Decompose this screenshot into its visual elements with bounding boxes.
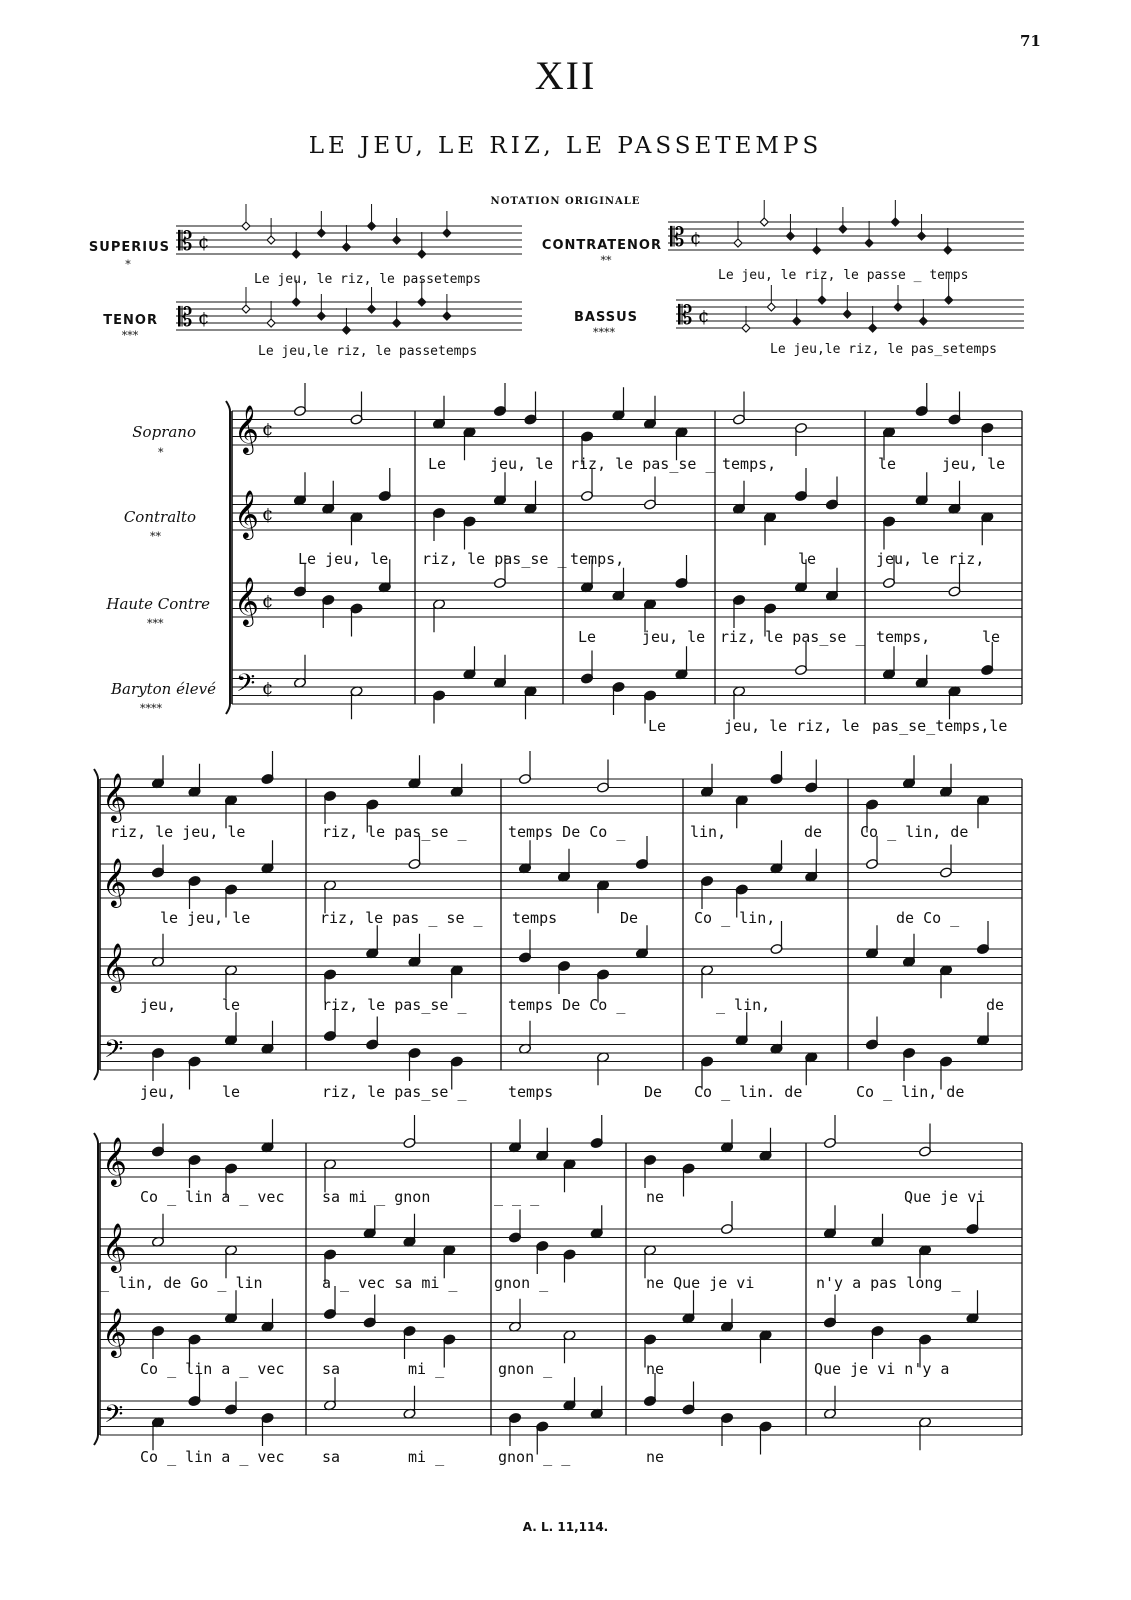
lyric: jeu, le riz,: [876, 550, 985, 568]
mensural-note: [945, 296, 953, 304]
time-signature-icon: ¢: [198, 232, 210, 253]
treble-clef-icon: 𝄞: [102, 1136, 127, 1185]
lyric: lin,: [690, 823, 727, 841]
mensural-note: [839, 225, 847, 233]
system-bracket: [94, 1133, 98, 1445]
mensural-note: [418, 250, 426, 258]
c-clef-icon: 𝄡: [178, 227, 193, 257]
lyric: riz, le pas_se _: [322, 823, 467, 841]
page-number: 71: [1020, 32, 1041, 50]
lyric: le: [878, 455, 897, 473]
lyric: ne Que je vi: [646, 1274, 755, 1292]
mensural-note: [342, 243, 350, 251]
lyric: ne: [646, 1448, 665, 1466]
mensural-note: [292, 298, 300, 306]
system-bracket: [226, 401, 230, 714]
system-bracket: [94, 769, 98, 1080]
lyric: riz, le pas_se _: [322, 1083, 467, 1101]
treble-clef-icon: 𝄞: [234, 404, 259, 453]
lyric: de Co _: [896, 909, 960, 927]
lyric: De: [644, 1083, 663, 1101]
lyric: le: [222, 996, 241, 1014]
time-signature-icon: ¢: [262, 419, 274, 440]
incipit-lyric-superius: Le jeu, le riz, le passetemps: [254, 272, 481, 287]
bass-clef-icon: 𝄢: [236, 669, 256, 704]
time-signature-icon: ¢: [198, 308, 210, 329]
mensural-note: [813, 246, 821, 254]
lyric: Le jeu, le: [298, 550, 389, 568]
lyric: a _ vec sa mi _: [322, 1274, 458, 1292]
lyric: de: [804, 823, 823, 841]
mensural-note: [317, 312, 325, 320]
lyric: jeu, le: [942, 455, 1006, 473]
mensural-note: [742, 324, 750, 332]
catalog-number: A. L. 11,114.: [522, 1520, 609, 1534]
treble-clef-icon: 𝄞: [102, 1222, 127, 1271]
mensural-note: [242, 222, 250, 230]
piece-title: LE JEU, LE RIZ, LE PASSETEMPS: [308, 133, 823, 159]
incipit-label-bassus: BASSUS: [573, 310, 638, 325]
mensural-note: [267, 236, 275, 244]
lyric: sa mi _ gnon: [322, 1188, 431, 1206]
mensural-note: [368, 222, 376, 230]
lyric: riz, le pas _ se _: [320, 909, 483, 927]
notation-heading: NOTATION ORIGINALE: [490, 196, 641, 207]
lyric: Co _ lin a _ vec: [140, 1188, 285, 1206]
lyric: Le: [428, 455, 447, 473]
lyric: Que je vi: [904, 1188, 986, 1206]
mensural-note: [342, 326, 350, 334]
lyric: Co _ lin. de: [694, 1083, 803, 1101]
c-clef-icon: 𝄡: [178, 303, 193, 333]
mensural-note: [443, 312, 451, 320]
lyric: riz, le jeu, le: [110, 823, 246, 841]
lyric: De: [620, 909, 639, 927]
mensural-note: [760, 218, 768, 226]
bass-clef-icon: 𝄢: [104, 1400, 124, 1435]
mensural-note: [919, 317, 927, 325]
lyric: temps,: [722, 455, 777, 473]
mensural-note: [894, 303, 902, 311]
piece-number: XII: [534, 53, 597, 98]
incipit-stars-tenor: ***: [121, 329, 139, 342]
lyric: Le: [648, 717, 667, 735]
lyric: Le: [578, 628, 597, 646]
lyric: temps,: [570, 550, 625, 568]
voice-stars-contralto: **: [150, 530, 161, 543]
mensural-note: [368, 305, 376, 313]
lyric: de: [986, 996, 1005, 1014]
lyric: _ _ _: [494, 1188, 540, 1206]
mensural-note: [734, 239, 742, 247]
lyric: gnon _ _: [498, 1448, 571, 1466]
treble-clef-icon: 𝄞: [102, 857, 127, 906]
lyric: le: [982, 628, 1001, 646]
incipit-lyric-contratenor: Le jeu, le riz, le passe _ temps: [718, 268, 969, 283]
lyric: mi _: [408, 1360, 445, 1378]
mensural-note: [843, 310, 851, 318]
incipit-label-tenor: TENOR: [103, 313, 158, 328]
lyric: gnon _: [494, 1274, 549, 1292]
c-clef-icon: 𝄡: [670, 223, 685, 253]
treble-clef-icon: 𝄞: [234, 489, 259, 538]
lyric: jeu, le: [642, 628, 706, 646]
mensural-note: [786, 232, 794, 240]
lyric: le: [222, 1083, 241, 1101]
lyric: Que je vi n'y a: [814, 1360, 950, 1378]
incipit-label-contratenor: CONTRATENOR: [541, 238, 662, 253]
c-clef-icon: 𝄡: [678, 301, 693, 331]
time-signature-icon: ¢: [690, 228, 702, 249]
mensural-note: [918, 232, 926, 240]
lyric: temps,: [876, 628, 931, 646]
mensural-note: [793, 317, 801, 325]
mensural-note: [443, 229, 451, 237]
lyric: pas_se_temps,le: [872, 717, 1008, 735]
incipit-label-superius: SUPERIUS: [88, 240, 170, 255]
mensural-note: [418, 298, 426, 306]
treble-clef-icon: 𝄞: [102, 1307, 127, 1356]
lyric: riz, le pas_se _: [570, 455, 715, 473]
lyric: _ lin, de Go _ lin: [100, 1274, 263, 1292]
treble-clef-icon: 𝄞: [102, 942, 127, 991]
lyric: riz, le pas_se _: [422, 550, 567, 568]
lyric: Co _ lin, de: [860, 823, 969, 841]
lyric: ne: [646, 1360, 665, 1378]
treble-clef-icon: 𝄞: [102, 772, 127, 821]
voice-label-haute-contre: Haute Contre: [106, 595, 210, 613]
mensural-note: [393, 236, 401, 244]
mensural-note: [891, 218, 899, 226]
lyric: jeu, le: [490, 455, 554, 473]
time-signature-icon: ¢: [698, 306, 710, 327]
lyric: temps De Co _: [508, 996, 626, 1014]
incipit-lyric-bassus: Le jeu,le riz, le pas_setemps: [770, 342, 997, 357]
time-signature-icon: ¢: [262, 678, 274, 699]
mensural-note: [944, 246, 952, 254]
lyric: jeu,: [140, 996, 177, 1014]
mensural-note: [869, 324, 877, 332]
lyric: le jeu, le: [160, 909, 251, 927]
time-signature-icon: ¢: [262, 504, 274, 525]
lyric: temps: [512, 909, 558, 927]
incipit-lyric-tenor: Le jeu,le riz, le passetemps: [258, 344, 478, 359]
lyric: gnon _: [498, 1360, 553, 1378]
incipit-stars-bassus: ****: [593, 326, 615, 339]
lyric: jeu,: [140, 1083, 177, 1101]
voice-stars-baryton: ****: [140, 702, 162, 715]
voice-label-contralto: Contralto: [123, 508, 196, 526]
mensural-note: [292, 250, 300, 258]
lyric: riz, le pas_se _: [322, 996, 467, 1014]
voice-stars-soprano: *: [158, 446, 164, 459]
lyric: _ lin,: [716, 996, 771, 1014]
voice-label-baryton: Baryton élevé: [111, 680, 216, 698]
mensural-note: [393, 319, 401, 327]
lyric: sa: [322, 1360, 341, 1378]
voice-stars-haute-contre: ***: [147, 617, 164, 630]
incipit-stars-superius: *: [125, 258, 131, 271]
lyric: temps De Co _: [508, 823, 626, 841]
lyric: jeu, le riz, le: [724, 717, 860, 735]
lyric: ne: [646, 1188, 665, 1206]
incipit-stars-contratenor: **: [600, 254, 612, 267]
mensural-note: [865, 239, 873, 247]
lyric: Co _ lin a _ vec: [140, 1360, 285, 1378]
mensural-note: [242, 305, 250, 313]
lyric: Co _ lin a _ vec: [140, 1448, 285, 1466]
voice-label-soprano: Soprano: [132, 423, 196, 441]
lyric: temps: [508, 1083, 554, 1101]
lyric: sa: [322, 1448, 341, 1466]
bass-clef-icon: 𝄢: [104, 1035, 124, 1070]
lyric: Co _ lin,: [694, 909, 776, 927]
mensural-note: [317, 229, 325, 237]
lyric: Co _ lin, de: [856, 1083, 965, 1101]
treble-clef-icon: 𝄞: [234, 576, 259, 625]
lyric: riz, le pas_se _: [720, 628, 865, 646]
lyric: mi _: [408, 1448, 445, 1466]
mensural-note: [267, 319, 275, 327]
lyric: le: [798, 550, 817, 568]
mensural-note: [818, 296, 826, 304]
time-signature-icon: ¢: [262, 591, 274, 612]
lyric: n'y a pas long _: [816, 1274, 961, 1292]
mensural-note: [767, 303, 775, 311]
